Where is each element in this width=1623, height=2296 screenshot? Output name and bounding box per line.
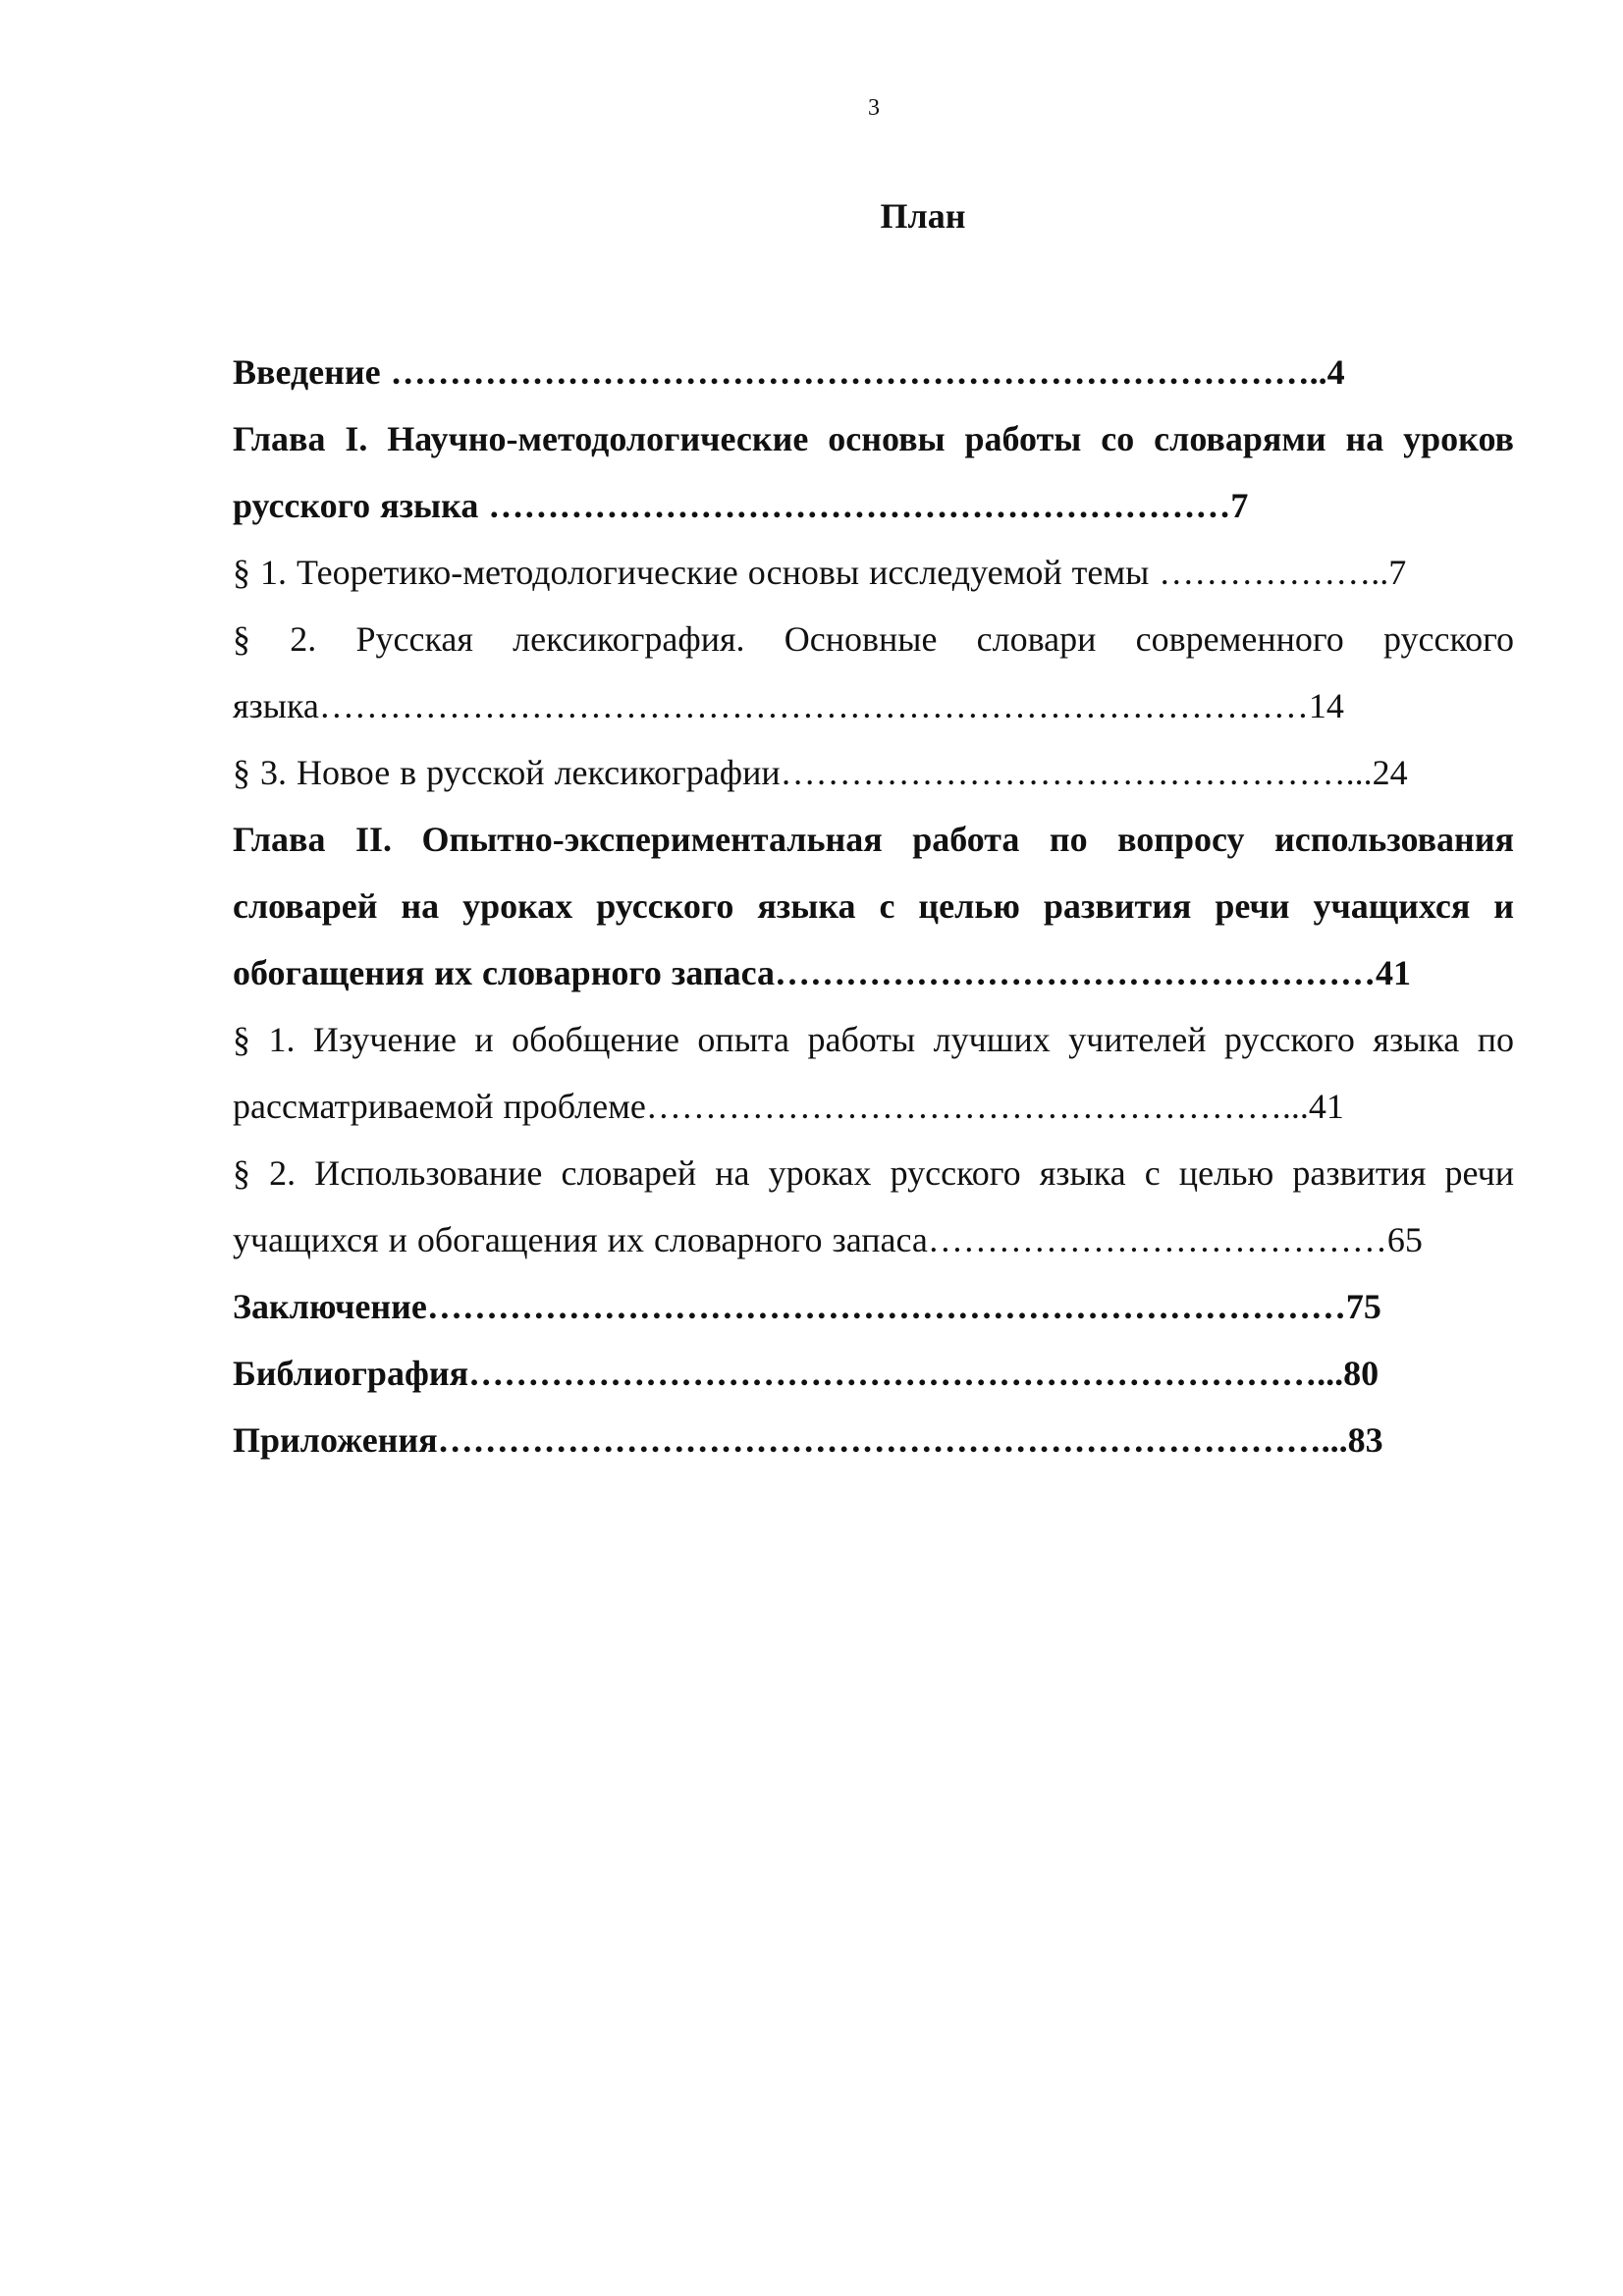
- page-title: План: [880, 196, 966, 236]
- toc-entry-bibliography: Библиография………………………………………………………………...80: [233, 1354, 1380, 1393]
- toc-entry-introduction: Введение ……………………………………………………………………..4: [233, 352, 1345, 392]
- toc-entry-chapter-1: Глава I. Научно-методологические основы работы со словарями на уроков русского языка ………………………………………………………7: [233, 419, 1514, 525]
- toc-entry-chapter-1-section-2: § 2. Русская лексикография. Основные словари современного русского языка…………………………………………………………………………14: [233, 619, 1514, 725]
- table-of-contents: [233, 339, 1514, 1473]
- toc-entry-chapter-2-section-1: § 1. Изучение и обобщение опыта работы лучших учителей русского языка по рассматриваемой проблеме………………………………………………...41: [233, 1020, 1514, 1126]
- toc-entry-conclusion: Заключение……………………………………………………………………75: [233, 1287, 1381, 1326]
- page-number: 3: [868, 95, 880, 121]
- toc-entry-chapter-1-section-1: § 1. Теоретико-методологические основы исследуемой темы ………………..7: [233, 553, 1407, 592]
- toc-entry-chapter-2: Глава II. Опытно-экспериментальная работа по вопросу использования словарей на уроках русского языка с целью развития речи учащихся и обогащения их словарного запаса……………………………………………41: [233, 820, 1514, 992]
- toc-entry-appendices: Приложения…………………………………………………………………...83: [233, 1420, 1383, 1460]
- toc-entry-chapter-2-section-2: § 2. Использование словарей на уроках русского языка с целью развития речи учащихся и обогащения их словарного запаса…………………………………65: [233, 1153, 1514, 1259]
- toc-entry-chapter-1-section-3: § 3. Новое в русской лексикографии…………………………………………...24: [233, 753, 1408, 792]
